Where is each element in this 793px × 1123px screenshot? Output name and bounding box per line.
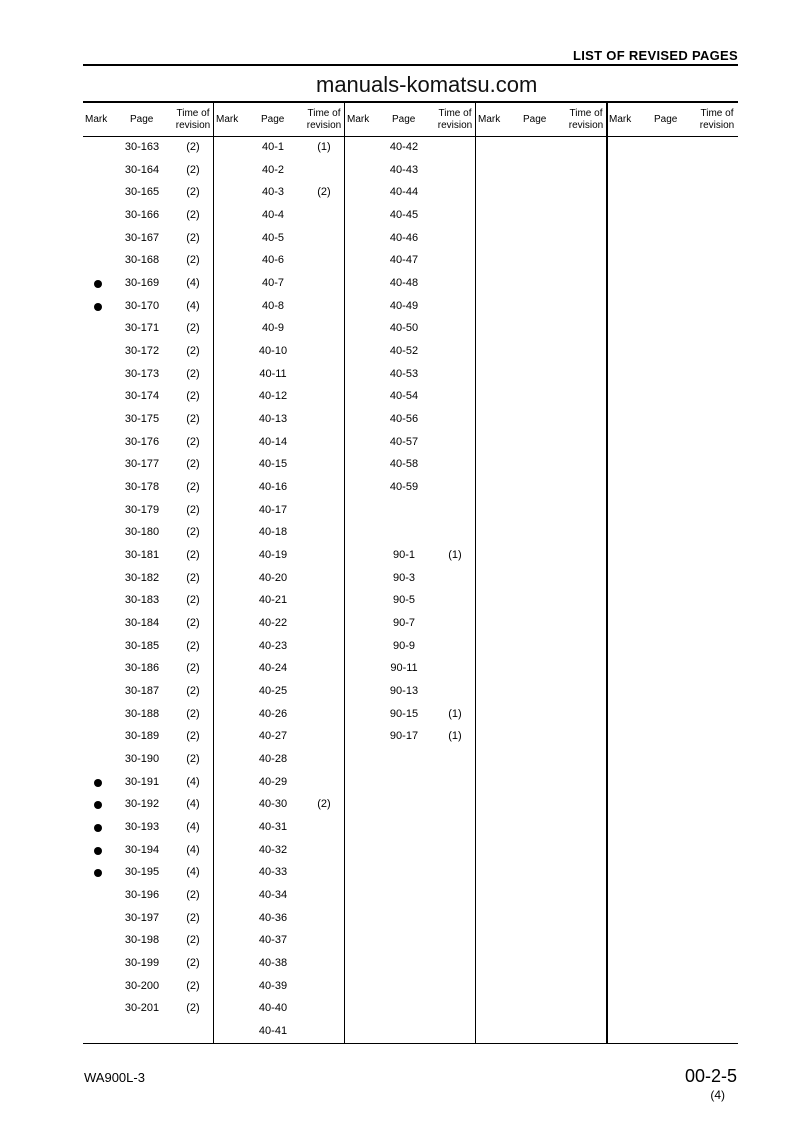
page-cell: 40-5 — [261, 231, 285, 244]
header-mark: Mark — [85, 114, 108, 125]
page-cell: 40-14 — [258, 435, 288, 448]
revision-cell: (2) — [186, 481, 200, 494]
column-divider — [475, 103, 476, 1043]
page-cell: 40-22 — [258, 617, 288, 630]
header-time-of: Time of — [176, 108, 210, 119]
page-cell: 40-54 — [389, 390, 419, 403]
header-time-of: Time of — [307, 108, 341, 119]
revision-cell: (2) — [186, 730, 200, 743]
watermark: manuals-komatsu.com — [316, 72, 538, 97]
page-number: 00-2-5 — [684, 1066, 737, 1086]
header-revision: revision — [306, 120, 342, 131]
revision-cell: (2) — [317, 798, 331, 811]
revision-cell: (4) — [186, 299, 200, 312]
page-cell: 40-17 — [258, 503, 288, 516]
page-cell: 40-39 — [258, 979, 288, 992]
table-bottom-border — [83, 1043, 738, 1044]
page-cell: 40-46 — [389, 231, 419, 244]
revision-cell: (4) — [186, 798, 200, 811]
page-cell: 40-43 — [389, 163, 419, 176]
revision-mark-icon — [94, 847, 102, 855]
page-cell: 40-27 — [258, 730, 288, 743]
page-cell: 30-166 — [124, 209, 160, 221]
page-cell: 40-25 — [258, 685, 288, 698]
revision-cell: (2) — [186, 367, 200, 380]
revision-cell: (4) — [186, 277, 200, 290]
revision-cell: (2) — [186, 413, 200, 426]
page-cell: 30-188 — [124, 707, 160, 720]
page-cell: 30-164 — [124, 163, 160, 176]
header-page: Page — [261, 114, 285, 125]
revision-cell: (2) — [186, 209, 200, 221]
revision-cell: (4) — [186, 866, 200, 879]
revision-cell: (2) — [317, 186, 331, 199]
page-cell: 40-21 — [258, 594, 288, 607]
page-cell: 30-171 — [124, 322, 160, 335]
page-cell: 40-56 — [389, 413, 419, 426]
header-page: Page — [523, 114, 547, 125]
header-page: Page — [654, 114, 678, 125]
page-cell: 30-194 — [124, 843, 160, 856]
revision-cell: (2) — [186, 957, 200, 970]
page-cell: 40-8 — [261, 299, 285, 312]
revision-cell: (2) — [186, 231, 200, 244]
header-revision: revision — [175, 120, 211, 131]
page-cell: 90-17 — [389, 730, 419, 743]
header-mark: Mark — [478, 114, 501, 125]
page-cell: 40-33 — [258, 866, 288, 879]
page-cell: 40-10 — [258, 345, 288, 358]
revision-cell: (2) — [186, 889, 200, 902]
page-cell: 30-186 — [124, 662, 160, 675]
revision-cell: (2) — [186, 1002, 200, 1015]
header-time-of: Time of — [700, 108, 734, 119]
header-time-of: Time of — [438, 108, 472, 119]
page-cell: 40-24 — [258, 662, 288, 675]
revision-cell: (2) — [186, 617, 200, 630]
page-cell: 90-11 — [390, 662, 418, 675]
revision-cell: (2) — [186, 458, 200, 471]
page-cell: 40-16 — [258, 481, 288, 494]
page-cell: 40-7 — [261, 277, 285, 290]
page-cell: 40-32 — [258, 843, 288, 856]
page-cell: 40-57 — [389, 435, 419, 448]
page-cell: 30-170 — [124, 299, 160, 312]
page-cell: 40-9 — [261, 322, 285, 335]
page-cell: 30-173 — [124, 367, 160, 380]
revision-cell: (4) — [186, 821, 200, 834]
page-cell: 40-34 — [258, 889, 288, 902]
page-cell: 40-12 — [258, 390, 288, 403]
revision-cell: (1) — [317, 141, 331, 153]
page-cell: 40-11 — [259, 367, 287, 380]
revision-cell: (2) — [186, 571, 200, 584]
header-revision: revision — [568, 120, 604, 131]
revision-cell: (2) — [186, 934, 200, 947]
page-cell: 40-3 — [261, 186, 285, 199]
page-cell: 30-178 — [124, 481, 160, 494]
page-cell: 40-30 — [258, 798, 288, 811]
page-cell: 30-168 — [124, 254, 160, 267]
page-cell: 90-1 — [392, 549, 416, 562]
header-mark: Mark — [216, 114, 239, 125]
page-cell: 30-187 — [124, 685, 160, 698]
revision-cell: (2) — [186, 186, 200, 199]
page-cell: 30-201 — [124, 1002, 160, 1015]
revision-cell: (4) — [186, 775, 200, 788]
page-cell: 40-59 — [389, 481, 419, 494]
revision-cell: (2) — [186, 685, 200, 698]
page-cell: 90-5 — [392, 594, 416, 607]
page-cell: 40-45 — [389, 209, 419, 221]
page-cell: 40-47 — [389, 254, 419, 267]
revision-cell: (2) — [186, 345, 200, 358]
revision-cell: (4) — [186, 843, 200, 856]
revision-cell: (2) — [186, 911, 200, 924]
page-cell: 30-191 — [124, 775, 160, 788]
page-cell: 30-193 — [124, 821, 160, 834]
revision-cell: (2) — [186, 549, 200, 562]
revision-cell: (2) — [186, 390, 200, 403]
page-cell: 40-18 — [258, 526, 288, 539]
page-cell: 40-49 — [389, 299, 419, 312]
revision-cell: (2) — [186, 639, 200, 652]
header-mark: Mark — [347, 114, 370, 125]
page-cell: 40-50 — [389, 322, 419, 335]
page-cell: 30-190 — [124, 753, 160, 766]
page-cell: 30-196 — [124, 889, 160, 902]
page-cell: 30-169 — [124, 277, 160, 290]
page-cell: 30-167 — [124, 231, 160, 244]
revision-cell: (2) — [186, 662, 200, 675]
page-cell: 30-172 — [124, 345, 160, 358]
page-cell: 40-4 — [261, 209, 285, 221]
revision-cell: (2) — [186, 979, 200, 992]
page-cell: 30-163 — [124, 141, 160, 153]
revision-cell: (1) — [448, 730, 462, 743]
page-cell: 30-180 — [124, 526, 160, 539]
header-revision: revision — [699, 120, 735, 131]
page-cell: 40-58 — [389, 458, 419, 471]
page-cell: 40-48 — [389, 277, 419, 290]
revision-cell: (2) — [186, 707, 200, 720]
header-revision: revision — [437, 120, 473, 131]
page-cell: 40-41 — [258, 1025, 288, 1038]
page-cell: 30-182 — [124, 571, 160, 584]
page-cell: 30-198 — [124, 934, 160, 947]
page-cell: 30-192 — [124, 798, 160, 811]
revision-cell: (2) — [186, 753, 200, 766]
page-cell: 40-38 — [258, 957, 288, 970]
page-cell: 30-195 — [124, 866, 160, 879]
revision-cell: (2) — [186, 526, 200, 539]
page-cell: 30-185 — [124, 639, 160, 652]
page-cell: 40-42 — [389, 141, 419, 153]
page-cell: 40-31 — [258, 821, 288, 834]
page-cell: 40-36 — [258, 911, 288, 924]
page-cell: 90-3 — [392, 571, 416, 584]
revision-cell: (2) — [186, 435, 200, 448]
revision-cell: (2) — [186, 141, 200, 153]
page-cell: 40-37 — [258, 934, 288, 947]
page-cell: 30-199 — [124, 957, 160, 970]
page-cell: 40-52 — [389, 345, 419, 358]
header-rule — [83, 64, 738, 66]
page-cell: 40-6 — [261, 254, 285, 267]
page-cell: 30-179 — [124, 503, 160, 516]
page-cell: 40-28 — [258, 753, 288, 766]
page-cell: 30-174 — [124, 390, 160, 403]
page-cell: 30-197 — [124, 911, 160, 924]
page-cell: 40-26 — [258, 707, 288, 720]
revision-cell: (2) — [186, 254, 200, 267]
page-cell: 40-1 — [261, 141, 285, 153]
column-divider — [606, 103, 608, 1043]
revision-cell: (2) — [186, 503, 200, 516]
page-title: LIST OF REVISED PAGES — [573, 48, 738, 63]
page-cell: 30-165 — [124, 186, 160, 199]
page-cell: 30-189 — [124, 730, 160, 743]
header-page: Page — [392, 114, 416, 125]
page-cell: 40-13 — [258, 413, 288, 426]
revision-mark-icon — [94, 303, 102, 311]
page-cell: 30-200 — [124, 979, 160, 992]
revision-mark-icon — [94, 779, 102, 787]
table-top-border — [83, 101, 738, 103]
page-cell: 30-184 — [124, 617, 160, 630]
page-cell: 90-13 — [389, 685, 419, 698]
revision-mark-icon — [94, 801, 102, 809]
revision-mark-icon — [94, 869, 102, 877]
page-cell: 40-44 — [389, 186, 419, 199]
revision-cell: (2) — [186, 322, 200, 335]
page-cell: 90-15 — [389, 707, 419, 720]
page-cell: 30-176 — [124, 435, 160, 448]
revision-cell: (2) — [186, 163, 200, 176]
page-cell: 40-29 — [258, 775, 288, 788]
header-page: Page — [130, 114, 154, 125]
page-cell: 30-181 — [124, 549, 160, 562]
model-name: WA900L-3 — [84, 1070, 145, 1085]
page-cell: 40-20 — [258, 571, 288, 584]
column-divider — [344, 103, 345, 1043]
page-cell: 30-183 — [124, 594, 160, 607]
page-cell: 30-177 — [124, 458, 160, 471]
page-cell: 40-2 — [261, 163, 285, 176]
page-cell: 40-23 — [258, 639, 288, 652]
page-revision: (4) — [710, 1088, 725, 1102]
page-cell: 90-9 — [392, 639, 416, 652]
header-mark: Mark — [609, 114, 632, 125]
page-cell: 40-40 — [258, 1002, 288, 1015]
page-cell: 30-175 — [124, 413, 160, 426]
page-cell: 40-15 — [258, 458, 288, 471]
revision-mark-icon — [94, 824, 102, 832]
header-time-of: Time of — [569, 108, 603, 119]
page-cell: 90-7 — [392, 617, 416, 630]
page-cell: 40-53 — [389, 367, 419, 380]
revision-mark-icon — [94, 280, 102, 288]
revision-cell: (2) — [186, 594, 200, 607]
revision-cell: (1) — [448, 707, 462, 720]
page-cell: 40-19 — [258, 549, 288, 562]
revision-cell: (1) — [448, 549, 462, 562]
table-header-border — [83, 136, 738, 137]
